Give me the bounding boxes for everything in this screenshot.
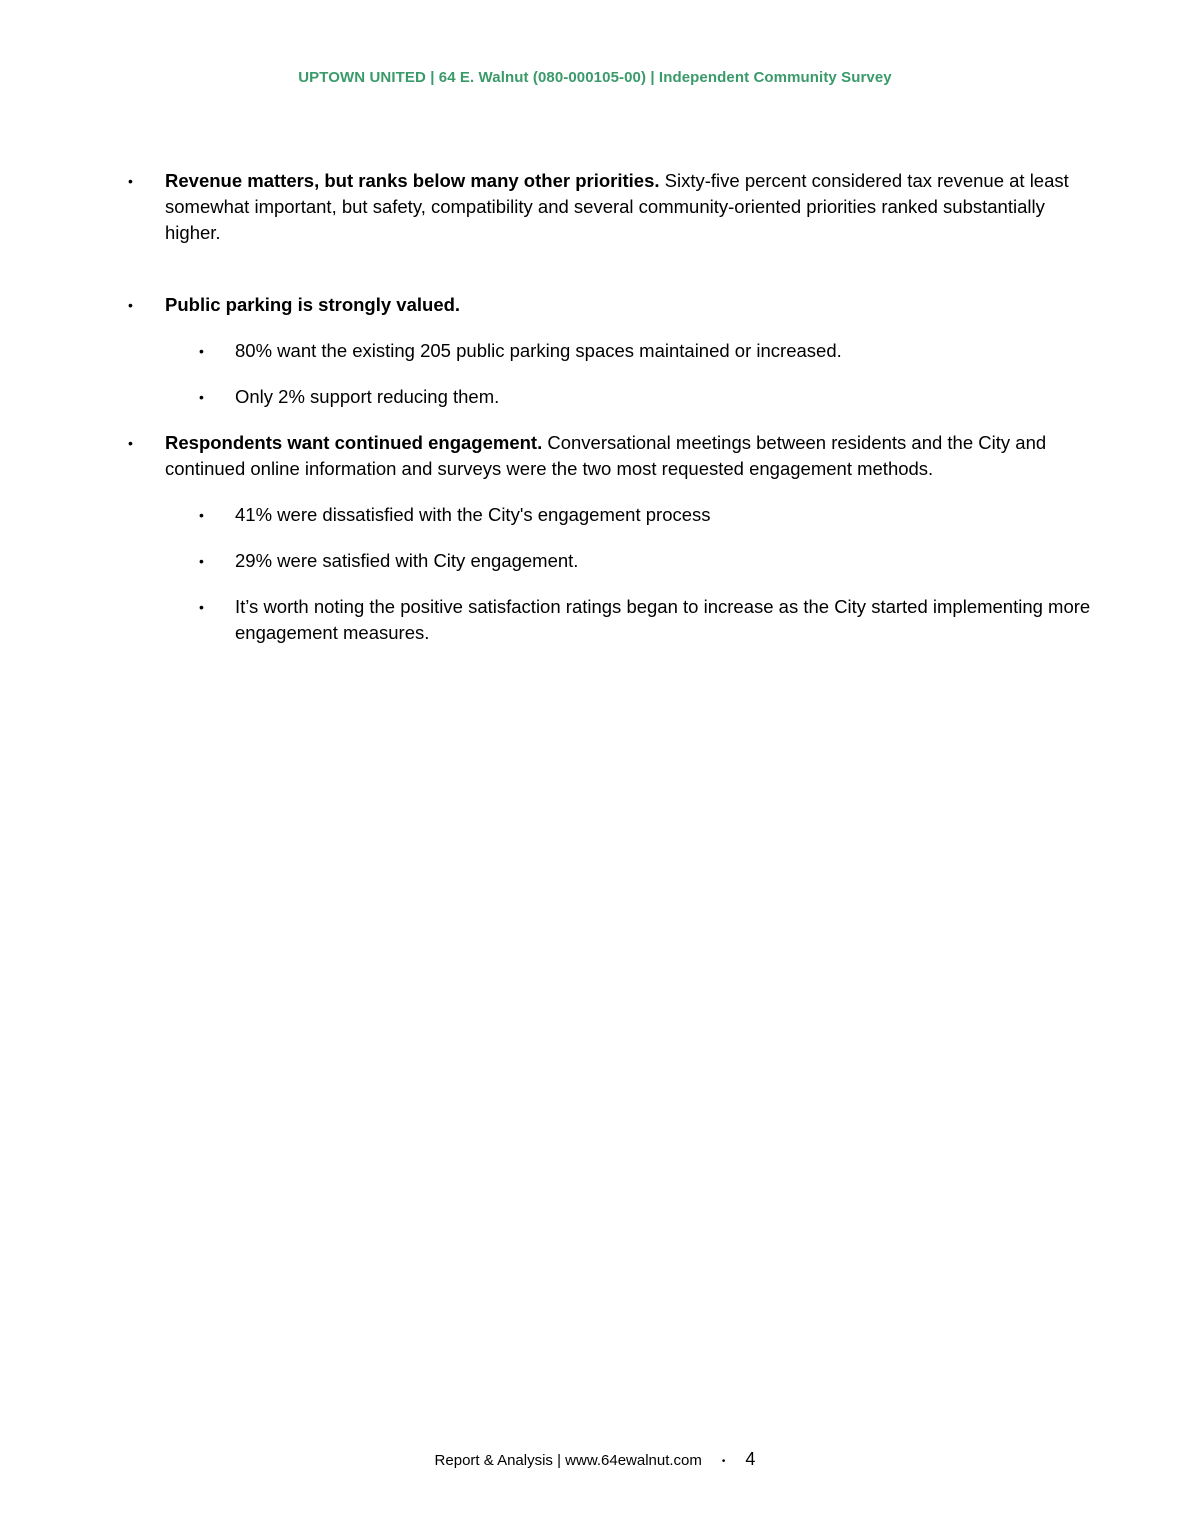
sub-list-item [0, 384, 1190, 410]
sub-list-item-text: 80% want the existing 205 public parking spaces maintained or increased. [235, 340, 842, 361]
sub-list-item [0, 338, 1190, 364]
sub-list-item [0, 502, 1190, 528]
bullet-icon: • [199, 507, 204, 523]
page-footer [0, 1449, 1190, 1470]
sub-list-item [0, 548, 1190, 574]
list-item-revenue [0, 168, 1190, 246]
bullet-icon: • [199, 553, 204, 569]
bullet-icon: • [128, 173, 133, 189]
bullet-icon: • [199, 599, 204, 615]
footer-text: Report & Analysis | www.64ewalnut.com [434, 1452, 702, 1469]
list-item-parking [0, 292, 1190, 318]
list-item-text: Sixty-five percent considered tax revenue at least somewhat important, but safety, compatibility and several community-oriented priorities ranked substantially higher. [165, 170, 1069, 243]
bullet-icon: • [128, 435, 133, 451]
page-number: 4 [745, 1449, 756, 1469]
list-item-lead: Revenue matters, but ranks below many other priorities. [165, 170, 660, 191]
sub-list-item [0, 594, 1190, 646]
document-body [0, 168, 1190, 646]
bullet-icon: • [199, 343, 204, 359]
list-item-engagement [0, 430, 1190, 482]
sub-list-item-text: 29% were satisfied with City engagement. [235, 550, 579, 571]
list-item-lead: Respondents want continued engagement. [165, 432, 543, 453]
bullet-icon: • [128, 297, 133, 313]
list-item-text: Conversational meetings between residents and the City and continued online information and surveys were the two most requested engagement methods. [165, 432, 1047, 479]
list-item-lead: Public parking is strongly valued. [165, 294, 461, 315]
sub-list-item-text: It’s worth noting the positive satisfaction ratings began to increase as the City started implementing more engagement measures. [235, 596, 1091, 643]
page-header: UPTOWN UNITED | 64 E. Walnut (080-000105-00) | Independent Community Survey [298, 69, 892, 86]
sub-list-item-text: Only 2% support reducing them. [235, 386, 500, 407]
bullet-icon: • [199, 389, 204, 405]
footer-separator: • [721, 1455, 726, 1467]
sub-list-item-text: 41% were dissatisfied with the City's engagement process [235, 504, 711, 525]
